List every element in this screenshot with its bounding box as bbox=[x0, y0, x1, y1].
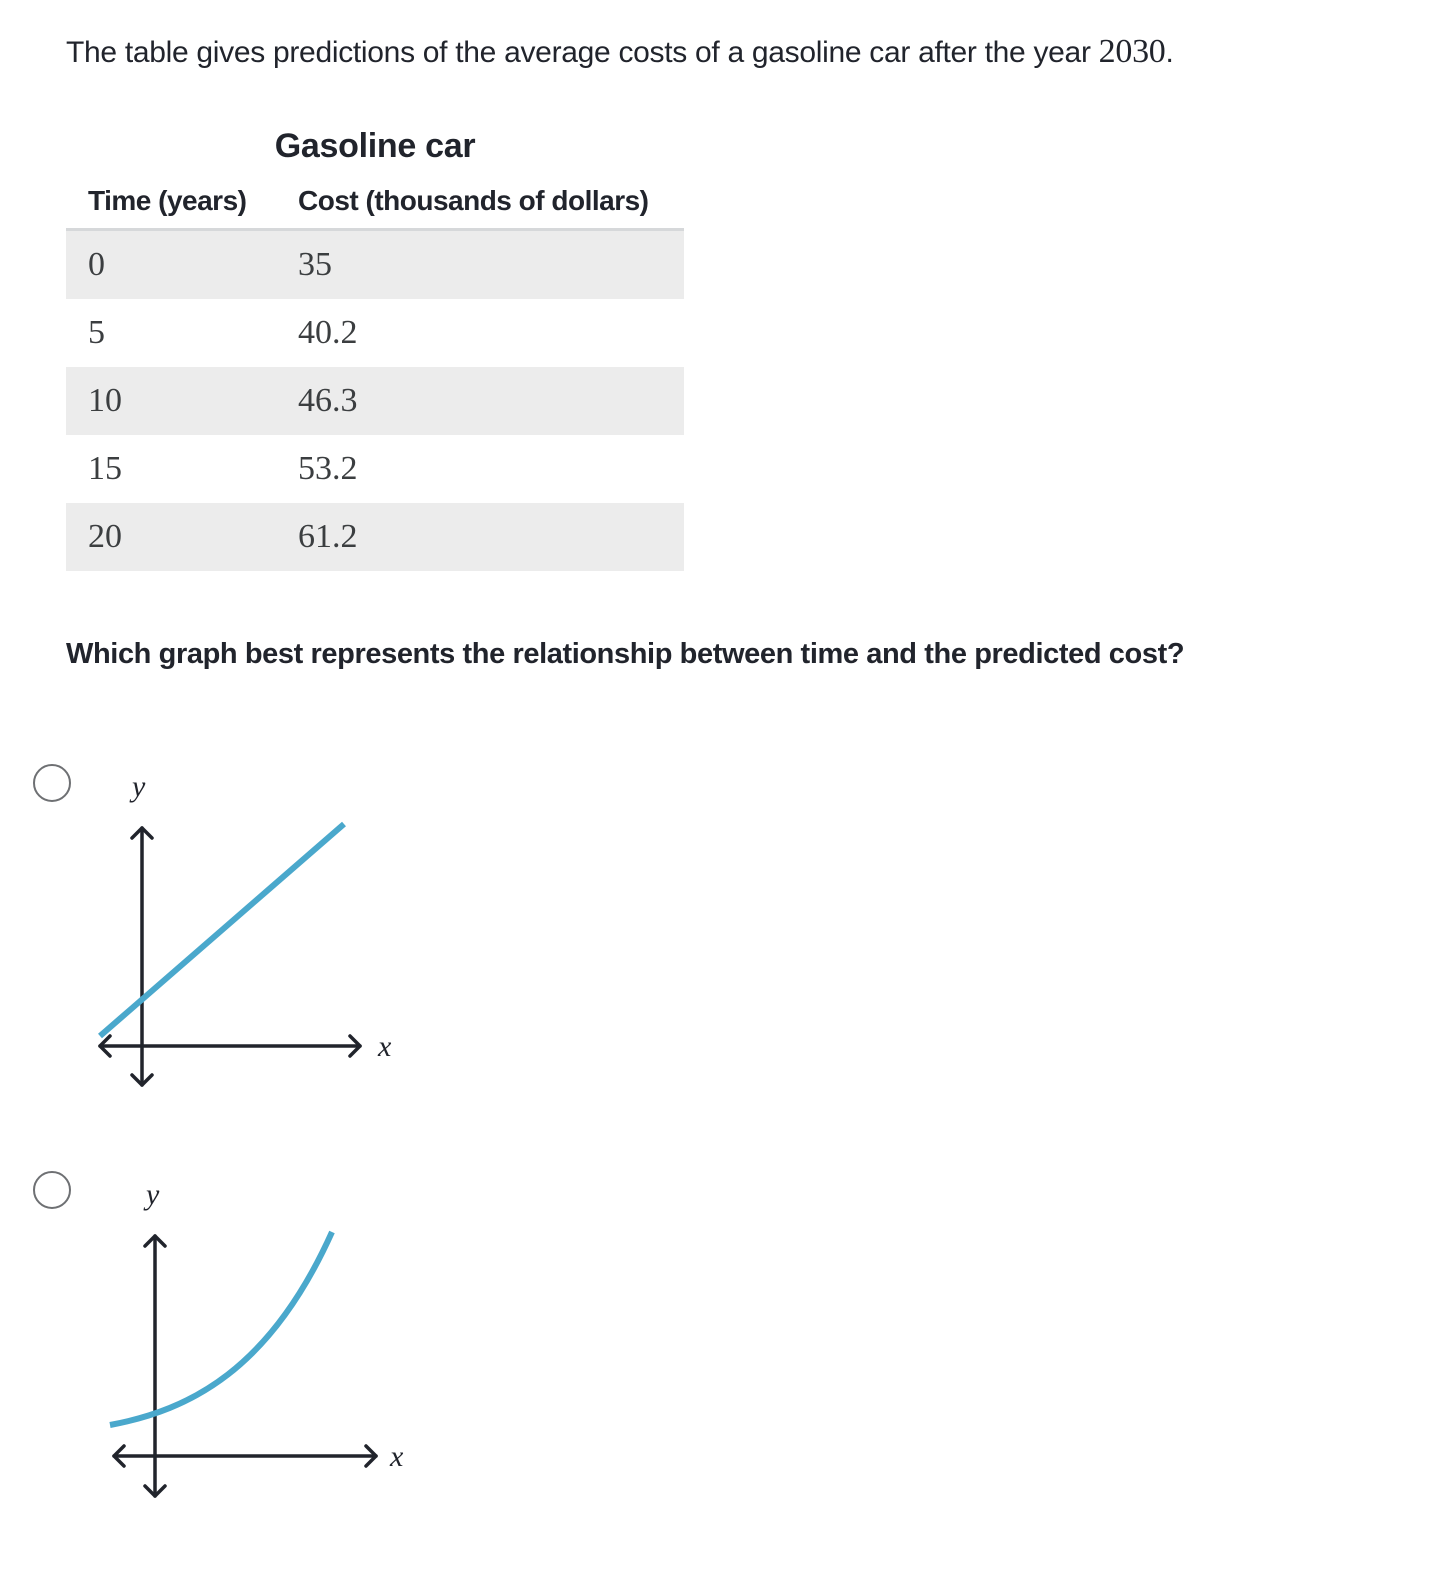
choice-b-curve bbox=[110, 1232, 332, 1425]
choice-b-radio[interactable] bbox=[33, 1171, 71, 1209]
question-text: Which graph best represents the relationship between time and the predicted cost? bbox=[66, 638, 1185, 670]
table-row bbox=[66, 367, 684, 435]
table-cell-cost: 53.2 bbox=[298, 450, 358, 487]
table-row bbox=[66, 230, 684, 300]
table-cell-cost: 40.2 bbox=[298, 314, 358, 351]
table-cell-time: 10 bbox=[66, 367, 276, 435]
choice-b-axes bbox=[114, 1236, 376, 1496]
prompt-text-after: . bbox=[1165, 36, 1174, 69]
table-cell-time: 0 bbox=[66, 230, 276, 300]
table-caption: Gasoline car bbox=[274, 127, 476, 165]
choice-a-axes bbox=[100, 828, 360, 1085]
choice-a-graph[interactable] bbox=[90, 760, 420, 1100]
table-row bbox=[66, 503, 684, 571]
table-cell-time: 20 bbox=[66, 503, 276, 571]
table-header-cost: Cost (thousands of dollars) bbox=[276, 174, 684, 230]
table-cell-time: 5 bbox=[88, 314, 105, 351]
choice-b-x-label: x bbox=[390, 1440, 404, 1473]
table-cell-cost: 35 bbox=[276, 230, 684, 300]
data-table bbox=[66, 174, 684, 571]
prompt-text-before: The table gives predictions of the average costs of a gasoline car after the year bbox=[66, 36, 1099, 69]
table-cell-cost: 46.3 bbox=[276, 367, 684, 435]
choice-b-y-label: y bbox=[146, 1178, 160, 1211]
table-header-row bbox=[66, 174, 684, 230]
cost-table bbox=[66, 118, 684, 571]
prompt-text bbox=[66, 30, 1406, 75]
table-row bbox=[66, 299, 684, 367]
prompt-year: 2030 bbox=[1098, 33, 1166, 70]
table-header-time: Time (years) bbox=[66, 174, 276, 230]
choice-a-x-label: x bbox=[378, 1030, 392, 1063]
choice-a-y-label: y bbox=[132, 770, 146, 803]
table-cell-cost: 61.2 bbox=[276, 503, 684, 571]
choice-a-line bbox=[100, 824, 344, 1036]
table-cell-time: 15 bbox=[88, 450, 122, 487]
choice-a-radio[interactable] bbox=[33, 764, 71, 802]
table-row bbox=[66, 435, 684, 503]
choice-b-graph[interactable] bbox=[100, 1170, 430, 1510]
